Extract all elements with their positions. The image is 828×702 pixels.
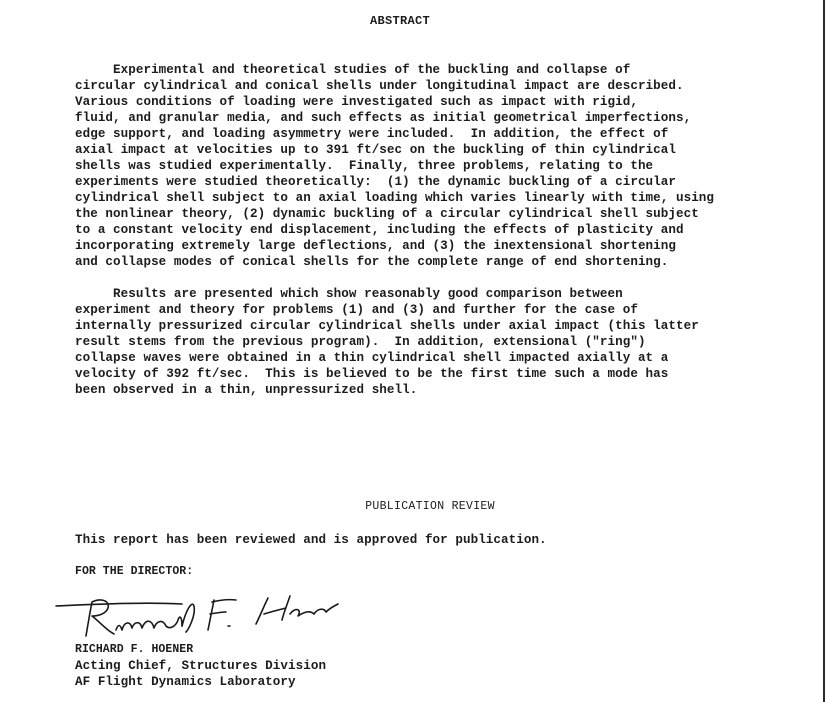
abstract-p1-line: fluid, and granular media, and such effects as initial geometrical imperfections, bbox=[75, 111, 692, 125]
abstract-title: ABSTRACT bbox=[369, 14, 430, 28]
abstract-p1-line: edge support, and loading asymmetry were included. In addition, the effect of bbox=[75, 127, 669, 141]
signatory-title: Acting Chief, Structures Division bbox=[75, 659, 327, 673]
abstract-p1-line: shells was studied experimentally. Finally, three problems, relating to the bbox=[75, 159, 654, 173]
abstract-p1-line: to a constant velocity end displacement, including the effects of plasticity and bbox=[75, 223, 684, 237]
abstract-p1-line: incorporating extremely large deflections, and (3) the inextensional shortening bbox=[75, 239, 676, 253]
signatory-name: RICHARD F. HOENER bbox=[75, 643, 194, 656]
abstract-p1-line: the nonlinear theory, (2) dynamic buckling of a circular cylindrical shell subject bbox=[75, 207, 699, 221]
abstract-p1-line: circular cylindrical and conical shells under longitudinal impact are described. bbox=[75, 79, 684, 93]
abstract-p1-line: experiments were studied theoretically: (1) the dynamic buckling of a circular bbox=[75, 175, 676, 189]
abstract-p2-line: collapse waves were obtained in a thin cylindrical shell impacted axially at a bbox=[75, 351, 669, 365]
abstract-p1-line: cylindrical shell subject to an axial loading which varies linearly with time, using bbox=[75, 191, 715, 205]
abstract-p2-line: been observed in a thin, unpressurized shell. bbox=[75, 383, 418, 397]
abstract-p1-line: and collapse modes of conical shells for the complete range of end shortening. bbox=[75, 255, 669, 269]
abstract-p2-line: result stems from the previous program). In addition, extensional ("ring") bbox=[75, 335, 646, 349]
abstract-p1-line: Experimental and theoretical studies of the buckling and collapse of bbox=[75, 63, 631, 77]
abstract-p2-line: internally pressurized circular cylindrical shells under axial impact (this latter bbox=[75, 319, 699, 333]
for-the-director: FOR THE DIRECTOR: bbox=[75, 565, 194, 578]
publication-review-title: PUBLICATION REVIEW bbox=[365, 500, 495, 513]
page-edge-rule bbox=[823, 0, 825, 702]
abstract-p2-line: experiment and theory for problems (1) and (3) and further for the case of bbox=[75, 303, 638, 317]
abstract-p1-line: Various conditions of loading were investigated such as impact with rigid, bbox=[75, 95, 638, 109]
handwritten-signature bbox=[52, 592, 342, 642]
abstract-p2-line: velocity of 392 ft/sec. This is believed to be the first time such a mode has bbox=[75, 367, 669, 381]
review-statement: This report has been reviewed and is approved for publication. bbox=[75, 533, 547, 547]
abstract-p1-line: axial impact at velocities up to 391 ft/sec on the buckling of thin cylindrical bbox=[75, 143, 676, 157]
signatory-org: AF Flight Dynamics Laboratory bbox=[75, 675, 296, 689]
abstract-p2-line: Results are presented which show reasonably good comparison between bbox=[75, 287, 623, 301]
